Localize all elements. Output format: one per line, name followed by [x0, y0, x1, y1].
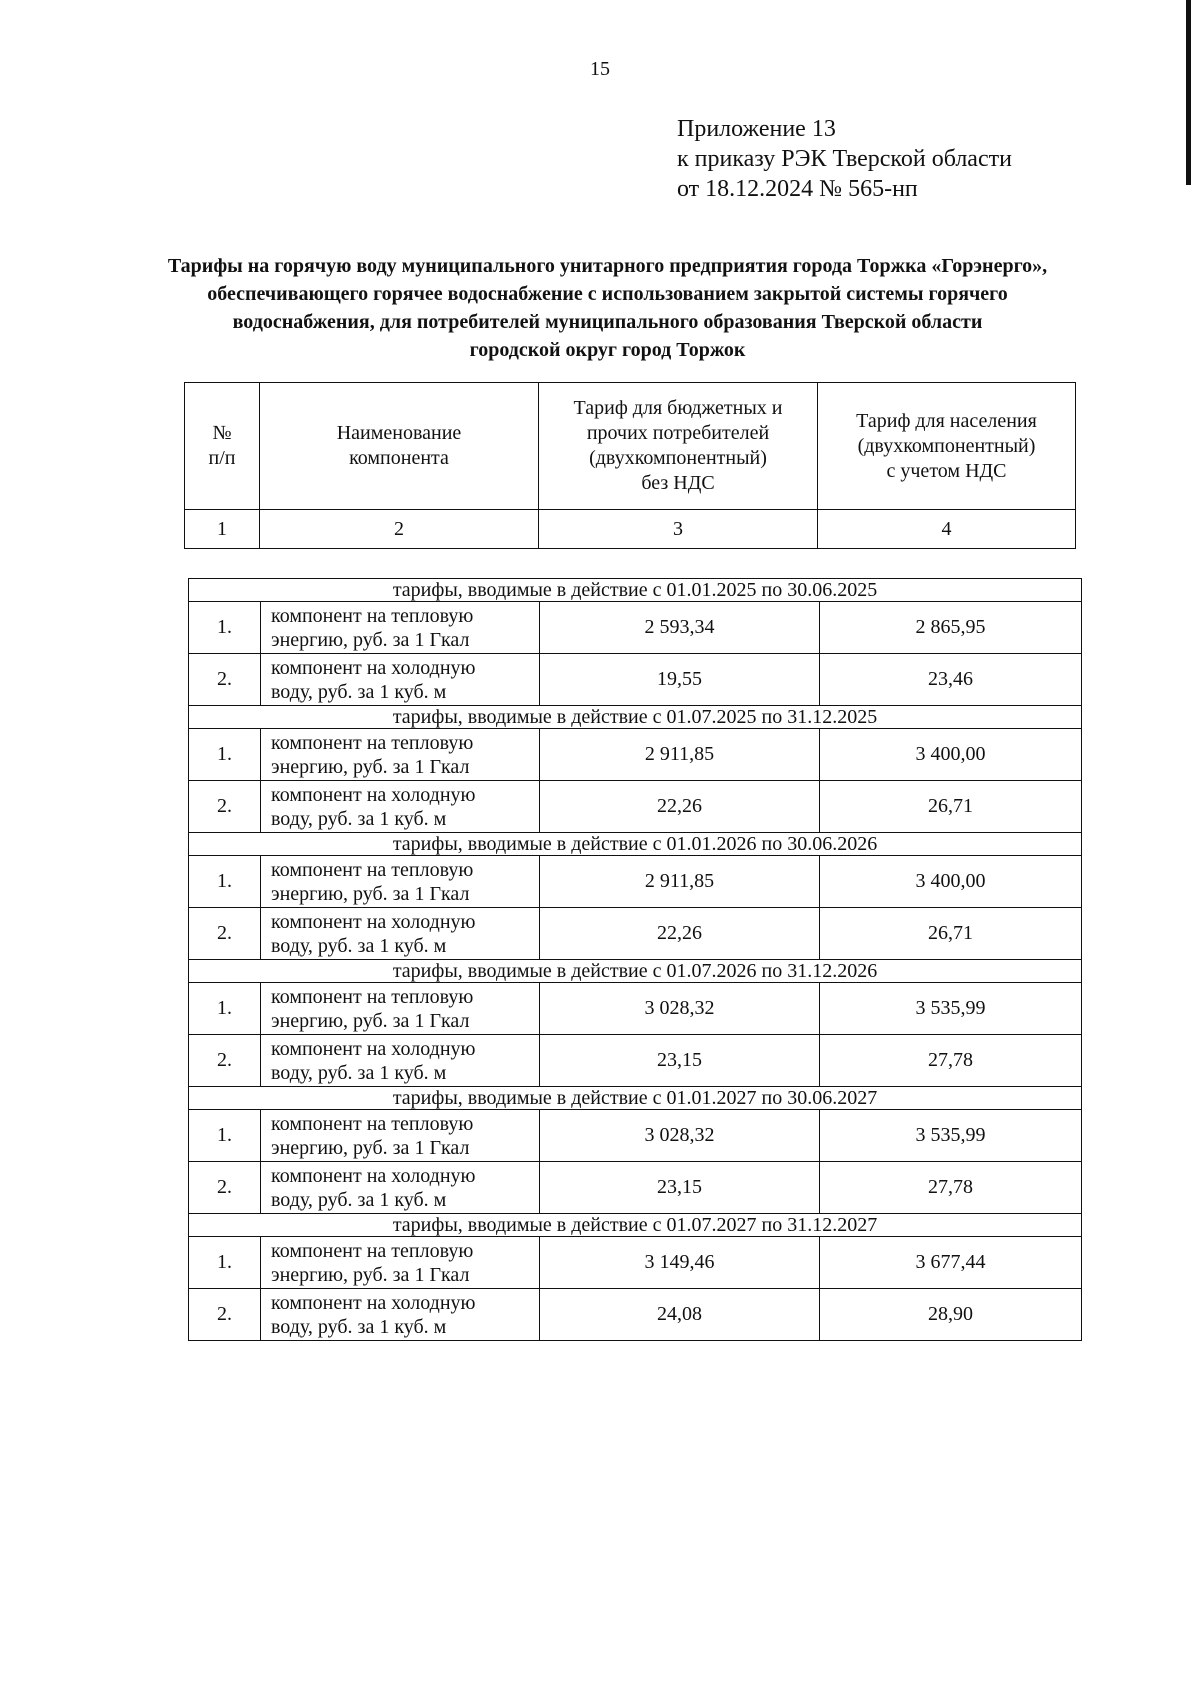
column-number: 4	[818, 510, 1076, 549]
table-row	[189, 654, 1082, 706]
component-name-line: воду, руб. за 1 куб. м	[271, 680, 447, 703]
row-number: 2.	[189, 781, 261, 833]
component-name	[261, 1162, 540, 1214]
row-number: 1.	[189, 602, 261, 654]
budget-tariff-value: 2 593,34	[540, 602, 820, 654]
component-name	[261, 654, 540, 706]
budget-tariff-value: 24,08	[540, 1289, 820, 1341]
component-name-line: энергию, руб. за 1 Гкал	[271, 1263, 470, 1286]
budget-tariff-value: 2 911,85	[540, 856, 820, 908]
column-number: 1	[185, 510, 260, 549]
header-cell-population-tariff: Тариф для населения (двухкомпонентный) с учетом НДС	[818, 383, 1076, 510]
component-name	[261, 856, 540, 908]
population-tariff-value: 3 677,44	[820, 1237, 1082, 1289]
table-row	[189, 1035, 1082, 1087]
table-row	[189, 1237, 1082, 1289]
component-name	[261, 729, 540, 781]
component-name	[261, 983, 540, 1035]
budget-tariff-value: 3 028,32	[540, 1110, 820, 1162]
component-name-line: воду, руб. за 1 куб. м	[271, 1315, 447, 1338]
component-name-line: компонент на тепловую	[271, 731, 474, 754]
component-name-line: энергию, руб. за 1 Гкал	[271, 628, 470, 651]
row-number: 2.	[189, 1289, 261, 1341]
appendix-line: к приказу РЭК Тверской области	[677, 146, 1012, 172]
table-row	[189, 908, 1082, 960]
budget-tariff-value: 23,15	[540, 1035, 820, 1087]
header-cell-component: Наименование компонента	[260, 383, 539, 510]
component-name	[261, 781, 540, 833]
population-tariff-value: 2 865,95	[820, 602, 1082, 654]
component-name-line: компонент на холодную	[271, 783, 476, 806]
row-number: 1.	[189, 856, 261, 908]
component-name-line: энергию, руб. за 1 Гкал	[271, 755, 470, 778]
component-name-line: компонент на тепловую	[271, 1112, 474, 1135]
row-number: 1.	[189, 729, 261, 781]
component-name-line: компонент на холодную	[271, 656, 476, 679]
budget-tariff-value: 23,15	[540, 1162, 820, 1214]
component-name-line: компонент на холодную	[271, 1037, 476, 1060]
population-tariff-value: 28,90	[820, 1289, 1082, 1341]
budget-tariff-value: 22,26	[540, 781, 820, 833]
period-label: тарифы, вводимые в действие с 01.07.2025 по 31.12.2025	[189, 706, 1082, 729]
population-tariff-value: 27,78	[820, 1035, 1082, 1087]
component-name	[261, 1289, 540, 1341]
scan-edge-line	[1186, 0, 1191, 185]
population-tariff-value: 3 535,99	[820, 1110, 1082, 1162]
tariff-table-body	[189, 579, 1082, 1341]
row-number: 2.	[189, 654, 261, 706]
component-name-line: энергию, руб. за 1 Гкал	[271, 882, 470, 905]
header-cell-number: № п/п	[185, 383, 260, 510]
table-row	[189, 781, 1082, 833]
table-row	[189, 983, 1082, 1035]
period-row	[189, 1087, 1082, 1110]
population-tariff-value: 3 400,00	[820, 856, 1082, 908]
table-header	[184, 382, 1076, 549]
population-tariff-value: 26,71	[820, 908, 1082, 960]
column-number-row	[185, 510, 1076, 549]
component-name-line: компонент на тепловую	[271, 985, 474, 1008]
period-label: тарифы, вводимые в действие с 01.01.2027 по 30.06.2027	[189, 1087, 1082, 1110]
period-row	[189, 1214, 1082, 1237]
component-name-line: компонент на тепловую	[271, 858, 474, 881]
title-line: водоснабжения, для потребителей муниципального образования Тверской области	[232, 311, 983, 333]
period-row	[189, 833, 1082, 856]
title-line: Тарифы на горячую воду муниципального унитарного предприятия города Торжка «Горэнерго»,	[167, 255, 1048, 277]
component-name	[261, 1110, 540, 1162]
appendix-reference	[677, 114, 1012, 204]
component-name-line: компонент на тепловую	[271, 604, 474, 627]
budget-tariff-value: 3 149,46	[540, 1237, 820, 1289]
period-label: тарифы, вводимые в действие с 01.07.2027 по 31.12.2027	[189, 1214, 1082, 1237]
population-tariff-value: 27,78	[820, 1162, 1082, 1214]
component-name	[261, 908, 540, 960]
document-title	[100, 252, 1115, 364]
column-number: 2	[260, 510, 539, 549]
row-number: 1.	[189, 1237, 261, 1289]
header-cell-budget-tariff: Тариф для бюджетных и прочих потребителей (двухкомпонентный) без НДС	[539, 383, 818, 510]
header-row	[185, 383, 1076, 510]
component-name	[261, 1237, 540, 1289]
component-name-line: воду, руб. за 1 куб. м	[271, 1061, 447, 1084]
page-number: 15	[590, 58, 610, 80]
component-name-line: воду, руб. за 1 куб. м	[271, 1188, 447, 1211]
table-row	[189, 729, 1082, 781]
component-name	[261, 1035, 540, 1087]
component-name-line: энергию, руб. за 1 Гкал	[271, 1009, 470, 1032]
budget-tariff-value: 19,55	[540, 654, 820, 706]
title-line: обеспечивающего горячее водоснабжение с использованием закрытой системы горячего	[207, 283, 1008, 305]
budget-tariff-value: 3 028,32	[540, 983, 820, 1035]
population-tariff-value: 26,71	[820, 781, 1082, 833]
appendix-line: Приложение 13	[677, 116, 836, 142]
period-label: тарифы, вводимые в действие с 01.01.2025 по 30.06.2025	[189, 579, 1082, 602]
table-row	[189, 856, 1082, 908]
period-row	[189, 706, 1082, 729]
population-tariff-value: 3 535,99	[820, 983, 1082, 1035]
component-name-line: воду, руб. за 1 куб. м	[271, 934, 447, 957]
row-number: 1.	[189, 1110, 261, 1162]
period-row	[189, 960, 1082, 983]
row-number: 2.	[189, 1035, 261, 1087]
appendix-line: от 18.12.2024 № 565-нп	[677, 176, 918, 202]
row-number: 1.	[189, 983, 261, 1035]
period-label: тарифы, вводимые в действие с 01.01.2026 по 30.06.2026	[189, 833, 1082, 856]
title-line: городской округ город Торжок	[469, 339, 746, 361]
component-name-line: компонент на холодную	[271, 910, 476, 933]
period-row	[189, 579, 1082, 602]
budget-tariff-value: 2 911,85	[540, 729, 820, 781]
population-tariff-value: 23,46	[820, 654, 1082, 706]
table-row	[189, 1110, 1082, 1162]
component-name-line: компонент на тепловую	[271, 1239, 474, 1262]
tariff-table	[188, 578, 1082, 1341]
period-label: тарифы, вводимые в действие с 01.07.2026 по 31.12.2026	[189, 960, 1082, 983]
component-name-line: энергию, руб. за 1 Гкал	[271, 1136, 470, 1159]
table-row	[189, 1162, 1082, 1214]
component-name-line: воду, руб. за 1 куб. м	[271, 807, 447, 830]
component-name-line: компонент на холодную	[271, 1164, 476, 1187]
table-row	[189, 602, 1082, 654]
table-row	[189, 1289, 1082, 1341]
component-name	[261, 602, 540, 654]
component-name-line: компонент на холодную	[271, 1291, 476, 1314]
population-tariff-value: 3 400,00	[820, 729, 1082, 781]
column-number: 3	[539, 510, 818, 549]
row-number: 2.	[189, 1162, 261, 1214]
row-number: 2.	[189, 908, 261, 960]
budget-tariff-value: 22,26	[540, 908, 820, 960]
